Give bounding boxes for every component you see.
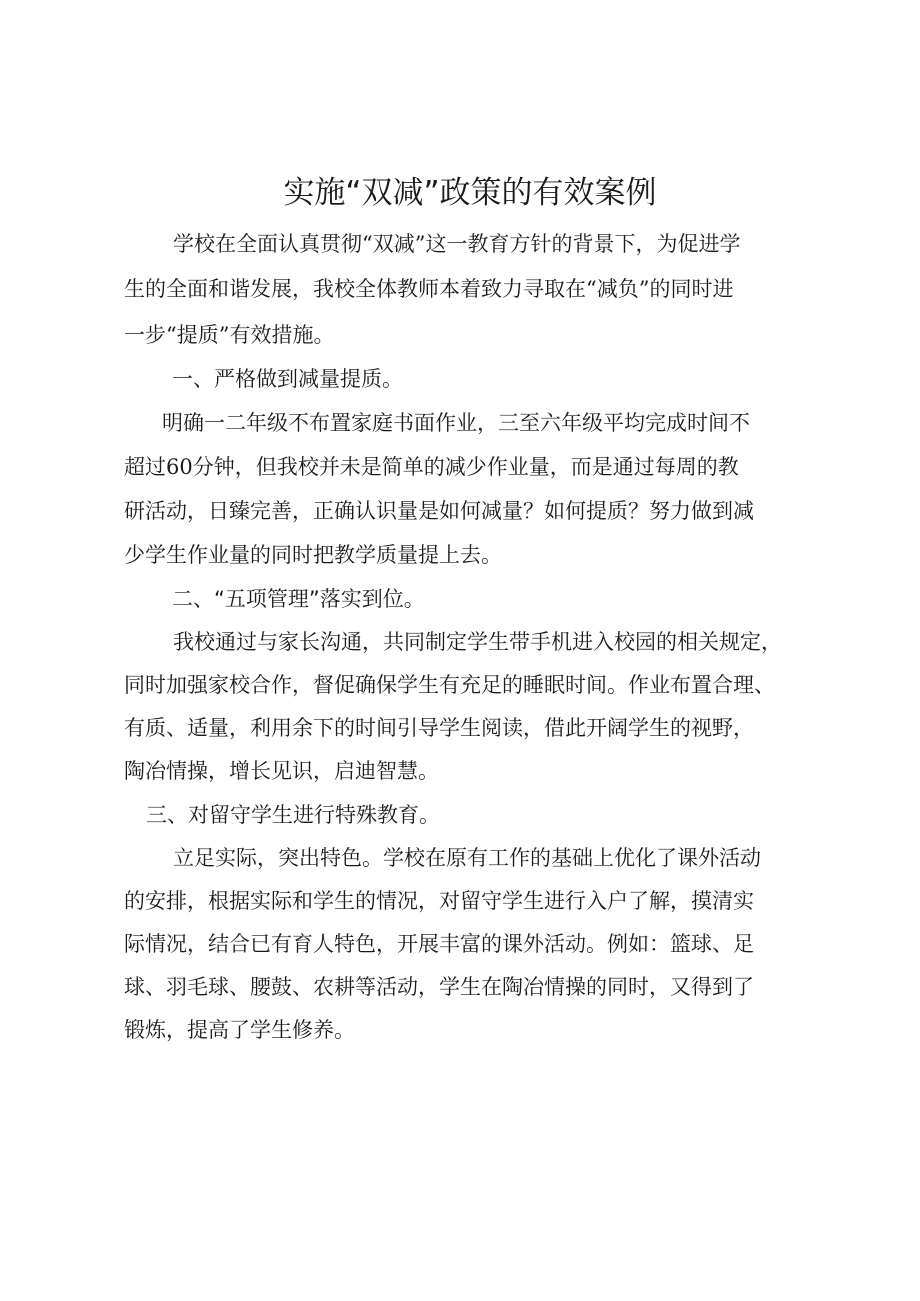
document-title: 实施“双减”政策的有效案例 — [283, 175, 657, 211]
section-2-line: 陶冶情操，增长见识，启迪智慧。 — [124, 759, 439, 783]
section-heading-3: 三、对留守学生进行特殊教育。 — [146, 803, 440, 827]
section-3-line: 球、羽毛球、腰鼓、农耕等活动，学生在陶冶情操的同时，又得到了 — [124, 975, 754, 999]
section-1-line: 明确一二年级不布置家庭书面作业，三至六年级平均完成时间不 — [162, 411, 750, 435]
intro-line: 一步“提质”有效措施。 — [124, 323, 335, 347]
section-2-line: 同时加强家校合作，督促确保学生有充足的睡眠时间。作业布置合理、 — [124, 673, 775, 697]
section-1-line: 研活动，日臻完善，正确认识量是如何减量？如何提质？努力做到减 — [124, 499, 754, 523]
intro-line: 学校在全面认真贯彻“双减”这一教育方针的背景下，为促进学 — [173, 232, 741, 256]
section-3-line: 际情况，结合已有育人特色，开展丰富的课外活动。例如：篮球、足 — [124, 932, 754, 956]
section-heading-1: 一、严格做到减量提质。 — [172, 367, 403, 391]
section-3-line: 立足实际，突出特色。学校在原有工作的基础上优化了课外活动 — [173, 846, 761, 870]
section-3-line: 锻炼，提高了学生修养。 — [124, 1018, 355, 1042]
section-heading-2: 二、“五项管理”落实到位。 — [172, 587, 425, 611]
section-1-line: 少学生作业量的同时把教学质量提上去。 — [124, 543, 502, 567]
section-3-line: 的安排，根据实际和学生的情况，对留守学生进行入户了解，摸清实 — [124, 889, 754, 913]
section-2-line: 有质、适量，利用余下的时间引导学生阅读，借此开阔学生的视野， — [124, 716, 754, 740]
section-1-line: 超过60分钟，但我校并未是简单的减少作业量，而是通过每周的教 — [124, 455, 739, 479]
section-2-line: 我校通过与家长沟通，共同制定学生带手机进入校园的相关规定， — [173, 630, 782, 654]
intro-line: 生的全面和谐发展，我校全体教师本着致力寻取在“减负”的同时进 — [124, 277, 734, 301]
